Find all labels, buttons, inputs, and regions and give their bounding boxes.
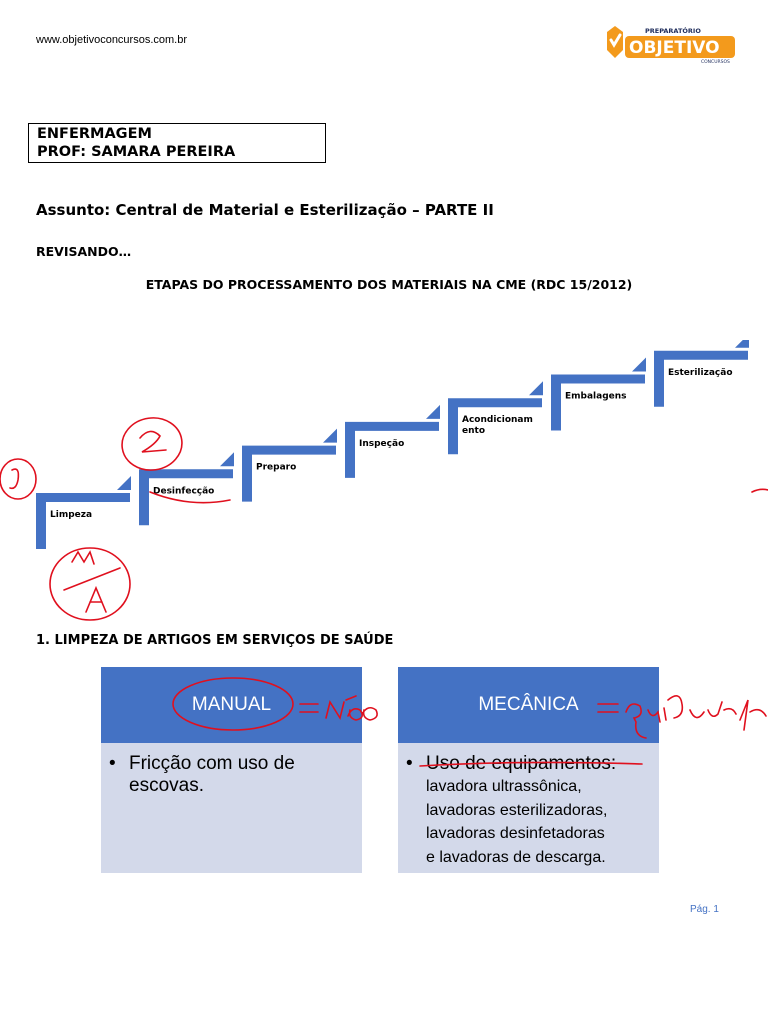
stage-step-arrow (220, 452, 234, 466)
stage-step (139, 452, 234, 525)
stage-step-arrow (117, 476, 131, 490)
stage-step-shape (551, 375, 645, 431)
letter-a-mark (86, 588, 106, 612)
stage-step-arrow (426, 405, 440, 419)
stage-step-arrow (529, 381, 543, 395)
manual-card-header: MANUAL (101, 667, 362, 743)
equals-mark-mecanica (598, 704, 618, 712)
mecanica-detail-1: lavadora ultrassônica, (426, 778, 582, 795)
ma-divider-mark (64, 568, 120, 590)
logo-brand-text: OBJETIVO (629, 38, 720, 58)
objetivo-logo (603, 24, 737, 64)
site-url: www.objetivoconcursos.com.br (36, 34, 188, 46)
page-number: Pág. 1 (690, 904, 719, 915)
mecanica-bullet: • Uso de equipamentos: (426, 753, 649, 775)
professor-name: PROF: SAMARA PEREIRA (37, 144, 236, 160)
edge-mark (752, 489, 768, 492)
stage-step-shape (242, 446, 336, 502)
staircase-diagram (0, 340, 768, 630)
circled-ma-annotation (50, 548, 130, 620)
logo-sub-text: CONCURSOS (701, 60, 730, 64)
section-1-title: 1. LIMPEZA DE ARTIGOS EM SERVIÇOS DE SAÚDE (36, 633, 394, 648)
review-label: REVISANDO… (36, 244, 132, 259)
mecanica-card-header: MECÂNICA (398, 667, 659, 743)
stage-step (345, 405, 440, 478)
numeral-1-mark (10, 469, 18, 488)
nao-handwriting (326, 696, 377, 720)
stage-step-arrow (735, 340, 749, 348)
subject-heading: Assunto: Central de Material e Esterilização – PARTE II (36, 201, 494, 219)
mecanica-detail-3: lavadoras desinfetadoras (426, 825, 605, 842)
card-ink-annotations (0, 660, 768, 780)
stage-step-shape (654, 351, 748, 407)
stage-label: Inspeção (359, 438, 405, 449)
stage-step (242, 429, 337, 502)
numeral-2-mark (140, 431, 166, 452)
mecanica-detail-4: e lavadoras de descarga. (426, 848, 606, 866)
stage-step (551, 358, 646, 431)
equals-mark-manual (300, 704, 318, 712)
stage-step (36, 476, 131, 549)
logo-top-text: PREPARATÓRIO (645, 27, 701, 35)
stage-step (654, 340, 749, 407)
stages-title: ETAPAS DO PROCESSAMENTO DOS MATERIAIS NA CME (RDC 15/2012) (145, 277, 633, 292)
stage-step-arrow (323, 429, 337, 443)
stage-label: Desinfecção (153, 486, 215, 497)
stage-label-continued: ento (462, 426, 485, 437)
stage-step-shape (345, 422, 439, 478)
stage-label: Preparo (256, 462, 297, 473)
stage-label: Embalagens (565, 391, 627, 402)
letter-m-mark (72, 552, 94, 564)
underline-equipamentos (420, 762, 642, 766)
stage-label: Esterilização (668, 367, 733, 378)
stage-step-arrow (632, 358, 646, 372)
title-box (28, 123, 326, 163)
manual-bullet: • Fricção com uso de escovas. (129, 753, 352, 797)
mecanica-detail-2: lavadoras esterilizadoras, (426, 801, 608, 819)
stage-label: Limpeza (50, 510, 93, 520)
stage-label: Acondicionam (462, 415, 533, 426)
course-name: ENFERMAGEM (37, 126, 152, 142)
circled-manual-annotation (173, 678, 293, 730)
stage-step-shape (139, 469, 233, 525)
equipamento-handwriting (626, 696, 766, 738)
stage-step-shape (36, 493, 130, 549)
stage-step (448, 381, 543, 454)
circled-2-annotation (119, 414, 186, 474)
